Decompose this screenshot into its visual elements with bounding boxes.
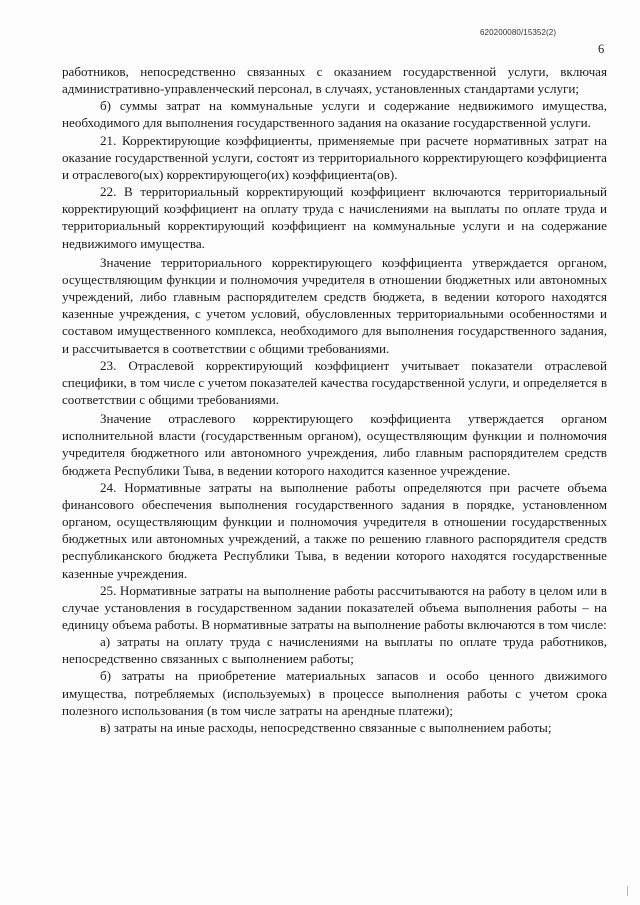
- paragraph-23: 23. Отраслевой корректирующий коэффициент учитывает показатели отраслевой специфики, в том числе с учетом показателей качества государственной услуги, и определяется в соответствии с общими требованиями.: [62, 357, 607, 407]
- paragraph-item-v: в) затраты на иные расходы, непосредственно связанные с выполнением работы;: [100, 719, 552, 735]
- paragraph-25: 25. Нормативные затраты на выполнение работы рассчитываются на работу в целом или в случае установления в государственном задании показателей объема выполнения работы – на единицу объема работы. В нормативные затраты на выполнение работы включаются в том числе:: [62, 582, 607, 632]
- paragraph-24: 24. Нормативные затраты на выполнение работы определяются при расчете объема финансового обеспечения выполнения государственного задания в порядке, установленном органом, осуществляющим функции и полномочия учредителя в отношении государственных бюджетных или автономных учреждений, а также по решению главного распорядителя средств республиканского бюджета Республики Тыва, в ведении которого находятся государственные казенные учреждения.: [62, 479, 607, 581]
- scan-edge-mark: [627, 886, 628, 896]
- paragraph-continuation: работников, непосредственно связанных с оказанием государственной услуги, включая административно-управленческий персонал, в случаях, установленных стандартами услуги;: [62, 64, 607, 97]
- paragraph-territorial-value: Значение территориального корректирующего коэффициента утверждается органом, осуществляющим функции и полномочия учредителя в отношении бюджетных или автономных учреждений, либо главным распорядителем средств бюджета, в ведении которого находятся казенные учреждения, с учетом условий, обусловленных территориальными особенностями и составом имущественного комплекса, необходимого для выполнения государственного задания, и рассчитывается в соответствии с общими требованиями.: [62, 254, 607, 356]
- document-id: 620200080/15352(2): [480, 28, 557, 37]
- page-number: 6: [598, 42, 605, 56]
- paragraph-item-b-2: б) затраты на приобретение материальных запасов и особо ценного движимого имущества, потребляемых (используемых) в процессе выполнения работы с учетом срока полезного использования (в том числе затраты на арендные платежи);: [62, 668, 607, 718]
- paragraph-22: 22. В территориальный корректирующий коэффициент включаются территориальный корректирующий коэффициент на оплату труда с начислениями на выплаты по оплате труда и территориальный корректирующий коэффициент на коммунальные услуги и на содержание недвижимого имущества.: [62, 184, 607, 251]
- paragraph-sectoral-value: Значение отраслевого корректирующего коэффициента утверждается органом исполнительной власти (государственным органом), осуществляющим функции и полномочия учредителя бюджетного или автономного учреждения, либо главным распорядителем средств бюджета Республики Тыва, в ведении которого находится казенное учреждение.: [62, 411, 607, 478]
- paragraph-item-a: а) затраты на оплату труда с начислениями на выплаты по оплате труда работников, непосредственно связанных с выполнением работы;: [62, 634, 607, 667]
- document-body: [62, 63, 607, 736]
- paragraph-21: 21. Корректирующие коэффициенты, применяемые при расчете нормативных затрат на оказание государственной услуги, состоят из территориального корректирующего коэффициента и отраслевого(ых) корректирующего(их) коэффициента(ов).: [62, 132, 607, 182]
- paragraph-item-b: б) суммы затрат на коммунальные услуги и содержание недвижимого имущества, необходимого для выполнения государственного задания на оказание государственной услуги.: [62, 98, 607, 131]
